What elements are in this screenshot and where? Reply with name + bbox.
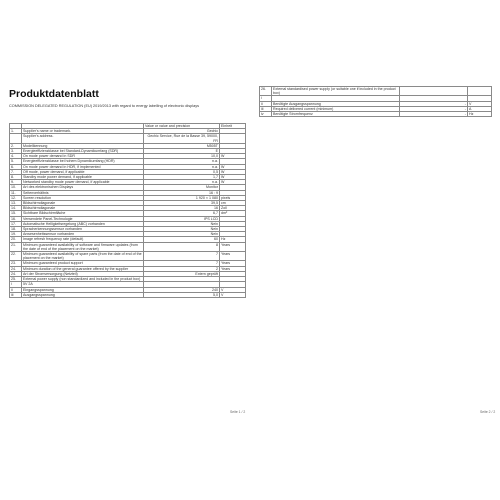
row-unit: Years bbox=[220, 261, 246, 266]
row-number bbox=[10, 134, 22, 143]
row-value: 6,7 bbox=[144, 211, 220, 216]
row-number: iii bbox=[10, 292, 22, 297]
row-value: 39,5 bbox=[144, 201, 220, 206]
row-number: 13. bbox=[10, 201, 22, 206]
row-value: 16 : 9 bbox=[144, 190, 220, 195]
product-data-table bbox=[9, 123, 246, 298]
row-number: 3. bbox=[10, 149, 22, 154]
row-parameter: 5V 2A bbox=[22, 282, 144, 287]
row-parameter: Screen resolution bbox=[22, 195, 144, 200]
row-parameter: On mode power demand in SDR bbox=[22, 154, 144, 159]
row-parameter: Minimum duration of the general guarantee offered by the supplier bbox=[22, 266, 144, 271]
row-value: 10,0 bbox=[144, 154, 220, 159]
regulation-subtitle: COMMISSION DELEGATED REGULATION (EU) 2019/2013 with regard to energy labelling of electronic displays bbox=[9, 104, 199, 108]
row-parameter: External standardised power supply (or suitable one if included in the product box) bbox=[272, 87, 400, 96]
row-number: 17. bbox=[10, 221, 22, 226]
datasheet-page-1 bbox=[2, 80, 248, 420]
row-parameter: Bildschirmdiagonale bbox=[22, 206, 144, 211]
row-number: 20. bbox=[10, 237, 22, 242]
row-parameter: Image refresh frequency rate (default) bbox=[22, 237, 144, 242]
row-value: - bbox=[400, 106, 468, 111]
power-supply-table bbox=[259, 86, 492, 117]
row-unit: Hz bbox=[220, 237, 246, 242]
row-parameter: Energieeffizienzklasse bei Standard-Dynamikumfang (SDR) bbox=[22, 149, 144, 154]
row-parameter: Off mode, power demand, if applicable bbox=[22, 169, 144, 174]
row-number: 24. bbox=[10, 271, 22, 276]
row-number: ii bbox=[10, 287, 22, 292]
row-value: Extern geprüft bbox=[144, 271, 220, 276]
table-row bbox=[260, 87, 492, 96]
row-number: 12. bbox=[10, 195, 22, 200]
row-unit: Hz bbox=[468, 112, 492, 117]
row-value: M505T bbox=[144, 143, 220, 148]
row-parameter: Anwesenheitssensor vorhanden bbox=[22, 232, 144, 237]
row-parameter: On mode power demand in HDR, if implemented bbox=[22, 164, 144, 169]
header-unit: Einheit bbox=[220, 124, 246, 129]
row-number: 1. bbox=[10, 129, 22, 134]
row-parameter: Minimum guaranteed availability of spare parts (from the date of end of the placement on the market) bbox=[23, 252, 142, 261]
row-parameter: Required delivered current (minimum) bbox=[272, 106, 400, 111]
row-value: Gechic bbox=[144, 129, 220, 134]
row-unit: dm² bbox=[220, 211, 246, 216]
datasheet-page-2 bbox=[252, 80, 498, 420]
row-number: ii bbox=[260, 101, 272, 106]
row-number: 6. bbox=[10, 164, 22, 169]
row-unit: cm bbox=[220, 201, 246, 206]
table-row bbox=[10, 252, 246, 261]
row-value: - bbox=[400, 112, 468, 117]
row-value: Monitor bbox=[144, 185, 220, 190]
row-value: - bbox=[400, 101, 468, 106]
row-value: n.a. bbox=[144, 159, 220, 164]
row-value: 240 bbox=[144, 287, 220, 292]
row-number: 19. bbox=[10, 232, 22, 237]
row-value: n.a. bbox=[144, 164, 220, 169]
row-number: 7. bbox=[10, 169, 22, 174]
row-unit: V bbox=[220, 287, 246, 292]
row-parameter: Energieeffizienzklasse bei hohem Dynamikumfang (HDR) bbox=[22, 159, 144, 164]
row-value: 0,5 bbox=[144, 169, 220, 174]
row-parameter: Automatische Helligkeitsregelung (ABC) vorhanden bbox=[22, 221, 144, 226]
row-value: 60 bbox=[144, 237, 220, 242]
row-number: iv bbox=[260, 112, 272, 117]
row-unit: Zoll bbox=[220, 206, 246, 211]
header-value: Value or value and precision bbox=[144, 124, 220, 129]
row-parameter: Benötigte Stromfrequenz bbox=[272, 112, 400, 117]
row-parameter: Standby mode power demand, if applicable bbox=[22, 175, 144, 180]
row-unit: A bbox=[468, 106, 492, 111]
row-value: 1 920 × 1 080 bbox=[144, 195, 220, 200]
row-unit: W bbox=[220, 154, 246, 159]
page-number: Seite 2 / 2 bbox=[480, 410, 496, 414]
row-number: 4. bbox=[10, 154, 22, 159]
row-unit: pixels bbox=[220, 195, 246, 200]
row-unit: V bbox=[468, 101, 492, 106]
row-value: Nein bbox=[144, 227, 220, 232]
row-value: IPS LCD bbox=[144, 216, 220, 221]
row-parameter: External power supply (non standardized and included in the product box) bbox=[22, 277, 144, 282]
row-unit: Years bbox=[220, 242, 246, 251]
row-parameter: Modellkennung bbox=[22, 143, 144, 148]
row-unit: W bbox=[220, 175, 246, 180]
row-number: 10. bbox=[10, 185, 22, 190]
row-value: 8 bbox=[144, 242, 220, 251]
row-parameter: Minimum guaranteed availability of software and firmware updates (from the date of end of the placement on the market) bbox=[22, 242, 144, 251]
row-parameter: Bildschirmdiagonale bbox=[22, 201, 144, 206]
table-row bbox=[10, 134, 246, 143]
row-value: 5,0 bbox=[144, 292, 220, 297]
table-row bbox=[260, 112, 492, 117]
row-value: 2 bbox=[144, 266, 220, 271]
row-unit: Years bbox=[220, 252, 246, 261]
row-number: iii bbox=[260, 106, 272, 111]
row-number: i bbox=[260, 96, 272, 101]
row-unit bbox=[220, 134, 246, 143]
row-unit: W bbox=[220, 180, 246, 185]
row-parameter: Art der Stromversorgung (Netzteil) bbox=[22, 271, 144, 276]
row-parameter: Minimum guaranteed product support bbox=[22, 261, 144, 266]
table-row bbox=[10, 242, 246, 251]
page-title: Produktdatenblatt bbox=[9, 88, 99, 100]
row-number: 9. bbox=[10, 180, 22, 185]
row-number: i bbox=[10, 282, 22, 287]
row-value: Gechic Service, Rue de la Basse 39, 59000, FR bbox=[144, 134, 220, 143]
row-parameter: Verwendete Panel-Technologie bbox=[22, 216, 144, 221]
row-parameter: Art des elektronischen Displays bbox=[22, 185, 144, 190]
row-unit: W bbox=[220, 169, 246, 174]
row-parameter: Ausgangsspannung bbox=[22, 292, 144, 297]
table-row bbox=[10, 292, 246, 297]
row-value bbox=[400, 87, 468, 96]
row-parameter: Seitenverhältnis bbox=[22, 190, 144, 195]
row-number: 14. bbox=[10, 206, 22, 211]
row-parameter: Eingangsspannung bbox=[22, 287, 144, 292]
row-value: 7 bbox=[144, 252, 220, 261]
row-number: 22. bbox=[10, 252, 22, 261]
row-unit: V bbox=[220, 292, 246, 297]
row-value: 16 bbox=[144, 206, 220, 211]
row-parameter: Spracherkennungssensor vorhanden bbox=[22, 227, 144, 232]
row-number: 11. bbox=[10, 190, 22, 195]
row-value: Nein bbox=[144, 221, 220, 226]
row-value: 7 bbox=[144, 261, 220, 266]
row-number: 23. bbox=[10, 261, 22, 266]
row-number: 8. bbox=[10, 175, 22, 180]
row-number: 5. bbox=[10, 159, 22, 164]
row-number: 24. bbox=[10, 266, 22, 271]
row-parameter: Supplier's name or trademark. bbox=[22, 129, 144, 134]
row-unit: W bbox=[220, 164, 246, 169]
page-number: Seite 1 / 2 bbox=[230, 410, 246, 414]
row-value: E bbox=[144, 149, 220, 154]
row-parameter: Benötigte Ausgangsspannung bbox=[272, 101, 400, 106]
row-number: 18. bbox=[10, 227, 22, 232]
row-value: n.a. bbox=[144, 180, 220, 185]
row-parameter: Networked standby mode power demand, if applicable bbox=[22, 180, 144, 185]
row-number: 26. bbox=[260, 87, 272, 96]
row-number: 21. bbox=[10, 242, 22, 251]
row-number: 2. bbox=[10, 143, 22, 148]
row-number: 25. bbox=[10, 277, 22, 282]
row-parameter: Sichtbare Bildschirmfläche bbox=[22, 211, 144, 216]
row-number: 16. bbox=[10, 216, 22, 221]
row-unit bbox=[468, 87, 492, 96]
row-unit: Years bbox=[220, 266, 246, 271]
row-value: Nein bbox=[144, 232, 220, 237]
row-parameter: Supplier's address. bbox=[22, 134, 144, 143]
row-value: 1,7 bbox=[144, 175, 220, 180]
row-number: 15. bbox=[10, 211, 22, 216]
